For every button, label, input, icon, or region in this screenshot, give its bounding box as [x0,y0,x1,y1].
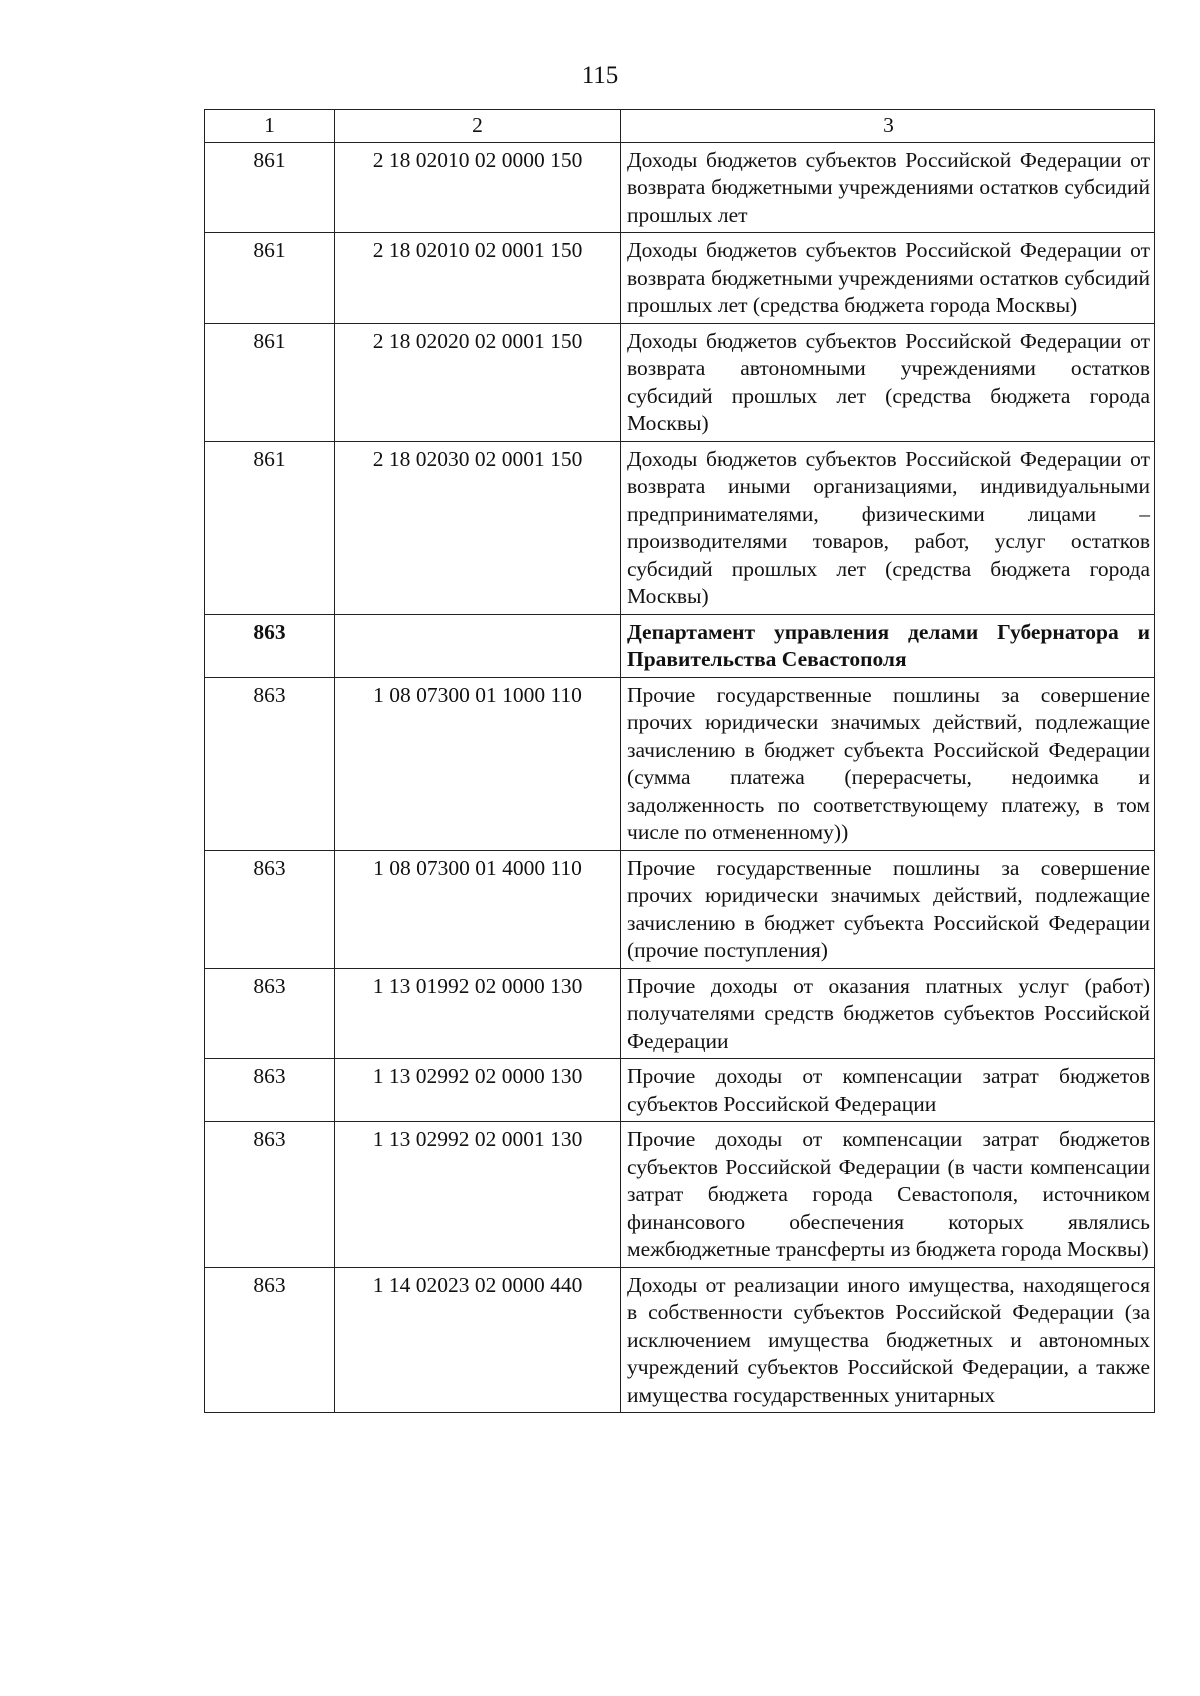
revenue-name-cell: Доходы от реализации иного имущества, находящегося в собственности субъектов Российской Федерации (за исключением имущества бюджетных и автономных учреждений субъектов Российской Федерации, а также имущества государственных унитарных [621,1267,1155,1413]
admin-code-cell: 863 [205,968,335,1059]
budget-classification-table [204,109,1155,1413]
revenue-name-cell: Прочие доходы от компенсации затрат бюджетов субъектов Российской Федерации (в части компенсации затрат бюджета города Севастополя, источником финансового обеспечения которых являлись межбюджетные трансферты из бюджета города Москвы) [621,1122,1155,1268]
column-header-1: 1 [205,110,335,143]
column-header-3: 3 [621,110,1155,143]
revenue-name-cell: Доходы бюджетов субъектов Российской Федерации от возврата бюджетными учреждениями остатков субсидий прошлых лет [621,142,1155,233]
revenue-code-cell: 2 18 02010 02 0000 150 [335,142,621,233]
table-row [205,441,1155,614]
table-row [205,850,1155,968]
revenue-name-cell: Доходы бюджетов субъектов Российской Федерации от возврата бюджетными учреждениями остатков субсидий прошлых лет (средства бюджета города Москвы) [621,233,1155,324]
revenue-name-cell: Прочие государственные пошлины за совершение прочих юридически значимых действий, подлежащие зачислению в бюджет субъекта Российской Федерации (прочие поступления) [621,850,1155,968]
admin-code-cell: 863 [205,850,335,968]
section-header-row [205,614,1155,677]
admin-code-cell: 863 [205,1122,335,1268]
admin-code-cell: 863 [205,1267,335,1413]
table-row [205,233,1155,324]
table-row [205,677,1155,850]
admin-code-cell: 863 [205,614,335,677]
revenue-code-cell: 1 14 02023 02 0000 440 [335,1267,621,1413]
revenue-name-cell: Прочие доходы от оказания платных услуг (работ) получателями средств бюджетов субъектов Российской Федерации [621,968,1155,1059]
revenue-name-cell: Доходы бюджетов субъектов Российской Федерации от возврата иными организациями, индивидуальными предпринимателями, физическими лицами – производителями товаров, работ, услуг остатков субсидий прошлых лет (средства бюджета города Москвы) [621,441,1155,614]
admin-code-cell: 863 [205,677,335,850]
revenue-name-cell: Доходы бюджетов субъектов Российской Федерации от возврата автономными учреждениями остатков субсидий прошлых лет (средства бюджета города Москвы) [621,323,1155,441]
admin-code-cell: 861 [205,233,335,324]
revenue-code-cell: 2 18 02010 02 0001 150 [335,233,621,324]
revenue-name-cell: Департамент управления делами Губернатора и Правительства Севастополя [621,614,1155,677]
admin-code-cell: 861 [205,142,335,233]
table-row [205,1059,1155,1122]
table-body [205,110,1155,1413]
revenue-code-cell: 1 13 02992 02 0001 130 [335,1122,621,1268]
admin-code-cell: 863 [205,1059,335,1122]
table-row [205,323,1155,441]
revenue-name-cell: Прочие доходы от компенсации затрат бюджетов субъектов Российской Федерации [621,1059,1155,1122]
revenue-code-cell [335,614,621,677]
revenue-code-cell: 1 08 07300 01 1000 110 [335,677,621,850]
admin-code-cell: 861 [205,441,335,614]
column-header-2: 2 [335,110,621,143]
table-row [205,1267,1155,1413]
revenue-code-cell: 1 13 01992 02 0000 130 [335,968,621,1059]
table-row [205,968,1155,1059]
table-header-row [205,110,1155,143]
revenue-code-cell: 1 08 07300 01 4000 110 [335,850,621,968]
table-row [205,142,1155,233]
table-row [205,1122,1155,1268]
revenue-code-cell: 2 18 02030 02 0001 150 [335,441,621,614]
revenue-name-cell: Прочие государственные пошлины за совершение прочих юридически значимых действий, подлежащие зачислению в бюджет субъекта Российской Федерации (сумма платежа (перерасчеты, недоимка и задолженность по соответствующему платежу, в том числе по отмененному)) [621,677,1155,850]
revenue-code-cell: 1 13 02992 02 0000 130 [335,1059,621,1122]
page-number: 115 [581,62,619,89]
admin-code-cell: 861 [205,323,335,441]
revenue-code-cell: 2 18 02020 02 0001 150 [335,323,621,441]
